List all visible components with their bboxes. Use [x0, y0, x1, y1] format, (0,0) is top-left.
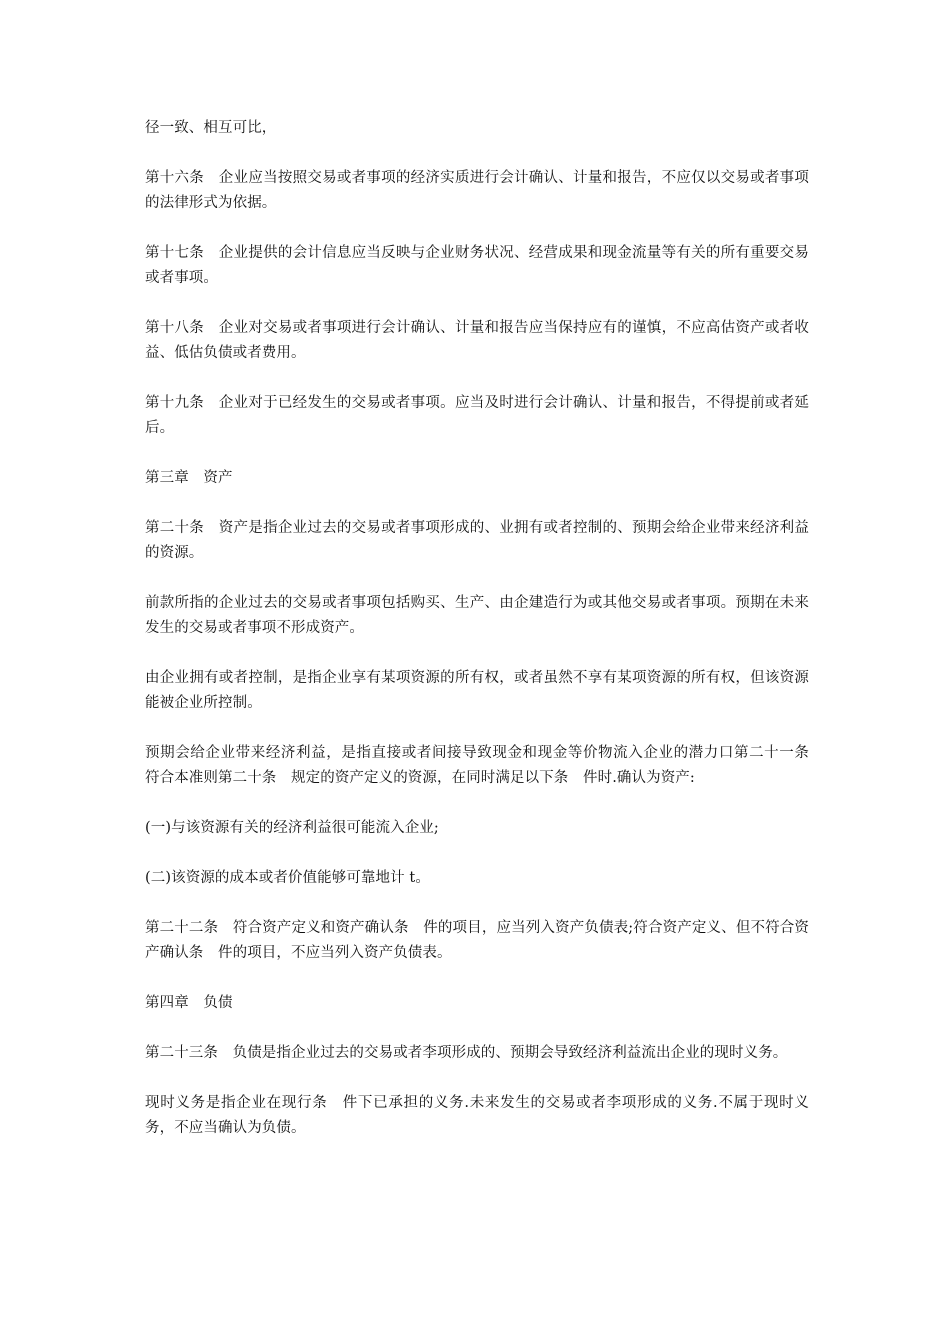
article-17: 第十七条 企业提供的会计信息应当反映与企业财务状况、经营成果和现金流量等有关的所有重要交易或者事项。 — [145, 245, 809, 286]
article-16: 第十六条 企业应当按照交易或者事项的经济实质进行会计确认、计量和报告，不应仅以交易或者事项的法律形式为依据。 — [145, 170, 809, 211]
article-18: 第十八条 企业对交易或者事项进行会计确认、计量和报告应当保持应有的谨慎，不应高估资产或者收益、低估负债或者费用。 — [145, 320, 809, 361]
article-21-item-2: (二)该资源的成本或者价值能够可靠地计 t。 — [145, 870, 430, 886]
article-21-item-1: (一)与该资源有关的经济利益很可能流入企业; — [145, 820, 439, 836]
paragraph-continuation: 径一致、相互可比， — [145, 120, 277, 136]
article-23: 第二十三条 负债是指企业过去的交易或者李项形成的、预期会导致经济利益流出企业的现时义务。 — [145, 1045, 788, 1061]
article-20-clause-1: 前款所指的企业过去的交易或者事项包括购买、生产、由企建造行为或其他交易或者事项。预期在未来发生的交易或者事项不形成资产。 — [145, 595, 809, 636]
article-19: 第十九条 企业对于已经发生的交易或者事项。应当及时进行会计确认、计量和报告，不得提前或者延后。 — [145, 395, 809, 436]
article-22: 第二十二条 符合资产定义和资产确认条 件的项目，应当列入资产负债表;符合资产定义、但不符合资产确认条 件的项目，不应当列入资产负债表。 — [145, 920, 809, 961]
article-20: 第二十条 资产是指企业过去的交易或者事项形成的、业拥有或者控制的、预期会给企业带来经济利益的资源。 — [145, 520, 809, 561]
article-20-clause-2: 由企业拥有或者控制，是指企业享有某项资源的所有权，或者虽然不享有某项资源的所有权，但该资源能被企业所控制。 — [145, 670, 809, 711]
article-23-clause: 现时义务是指企业在现行条 件下已承担的义务.未来发生的交易或者李项形成的义务.不属于现时义务，不应当确认为负债。 — [145, 1095, 809, 1136]
document-body — [145, 116, 824, 1166]
article-21: 预期会给企业带来经济利益，是指直接或者间接导致现金和现金等价物流入企业的潜力口第二十一条 符合本准则第二十条 规定的资产定义的资源，在同时满足以下条 件时.确认为资产: — [145, 745, 824, 786]
chapter-4-heading: 第四章 负债 — [145, 995, 233, 1011]
chapter-3-heading: 第三章 资产 — [145, 470, 233, 486]
